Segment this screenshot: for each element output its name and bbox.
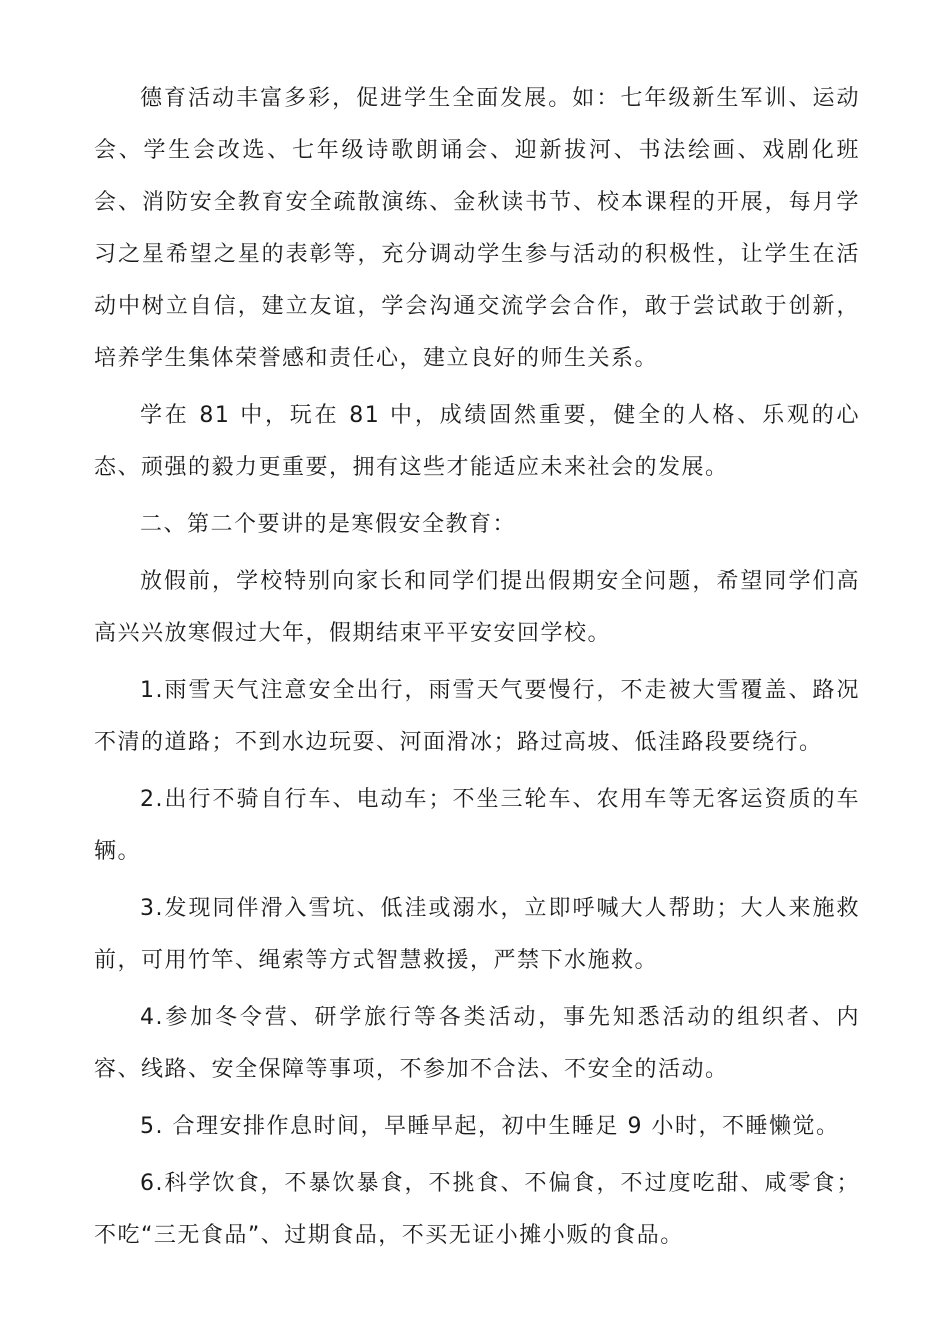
- safety-item-5: 5. 合理安排作息时间，早睡早起，初中生睡足 9 小时，不睡懒觉。: [140, 1114, 840, 1139]
- safety-item-4: 4.参加冬令营、研学旅行等各类活动，事先知悉活动的组织者、内容、线路、安全保障等事项，不参加不合法、不安全的活动。: [94, 1005, 860, 1082]
- paragraph-moral-activities: 德育活动丰富多彩，促进学生全面发展。如：七年级新生军训、运动会、学生会改选、七年级诗歌朗诵会、迎新拔河、书法绘画、戏剧化班会、消防安全教育安全疏散演练、金秋读书节、校本课程的开展，每月学习之星希望之星的表彰等，充分调动学生参与活动的积极性，让学生在活动中树立自信，建立友谊，学会沟通交流学会合作，敢于尝试敢于创新，培养学生集体荣誉感和责任心，建立良好的师生关系。: [94, 86, 860, 371]
- safety-item-3: 3.发现同伴滑入雪坑、低洼或溺水，立即呼喊大人帮助；大人来施救前，可用竹竿、绳索等方式智慧救援，严禁下水施救。: [94, 896, 860, 973]
- paragraph-before-holiday: 放假前，学校特别向家长和同学们提出假期安全问题，希望同学们高高兴兴放寒假过大年，假期结束平平安安回学校。: [94, 569, 860, 646]
- safety-item-1: 1.雨雪天气注意安全出行，雨雪天气要慢行，不走被大雪覆盖、路况不清的道路；不到水边玩耍、河面滑冰；路过高坡、低洼路段要绕行。: [94, 678, 860, 755]
- document-body: [94, 73, 860, 1267]
- safety-item-6: 6.科学饮食，不暴饮暴食，不挑食、不偏食，不过度吃甜、咸零食；不吃“三无食品”、过期食品，不买无证小摊小贩的食品。: [94, 1171, 860, 1248]
- safety-item-2: 2.出行不骑自行车、电动车；不坐三轮车、农用车等无客运资质的车辆。: [94, 787, 860, 864]
- paragraph-school-81: 学在 81 中，玩在 81 中，成绩固然重要，健全的人格、乐观的心态、顽强的毅力更重要，拥有这些才能适应未来社会的发展。: [94, 403, 860, 480]
- section-heading-winter-safety: 二、第二个要讲的是寒假安全教育：: [140, 512, 517, 537]
